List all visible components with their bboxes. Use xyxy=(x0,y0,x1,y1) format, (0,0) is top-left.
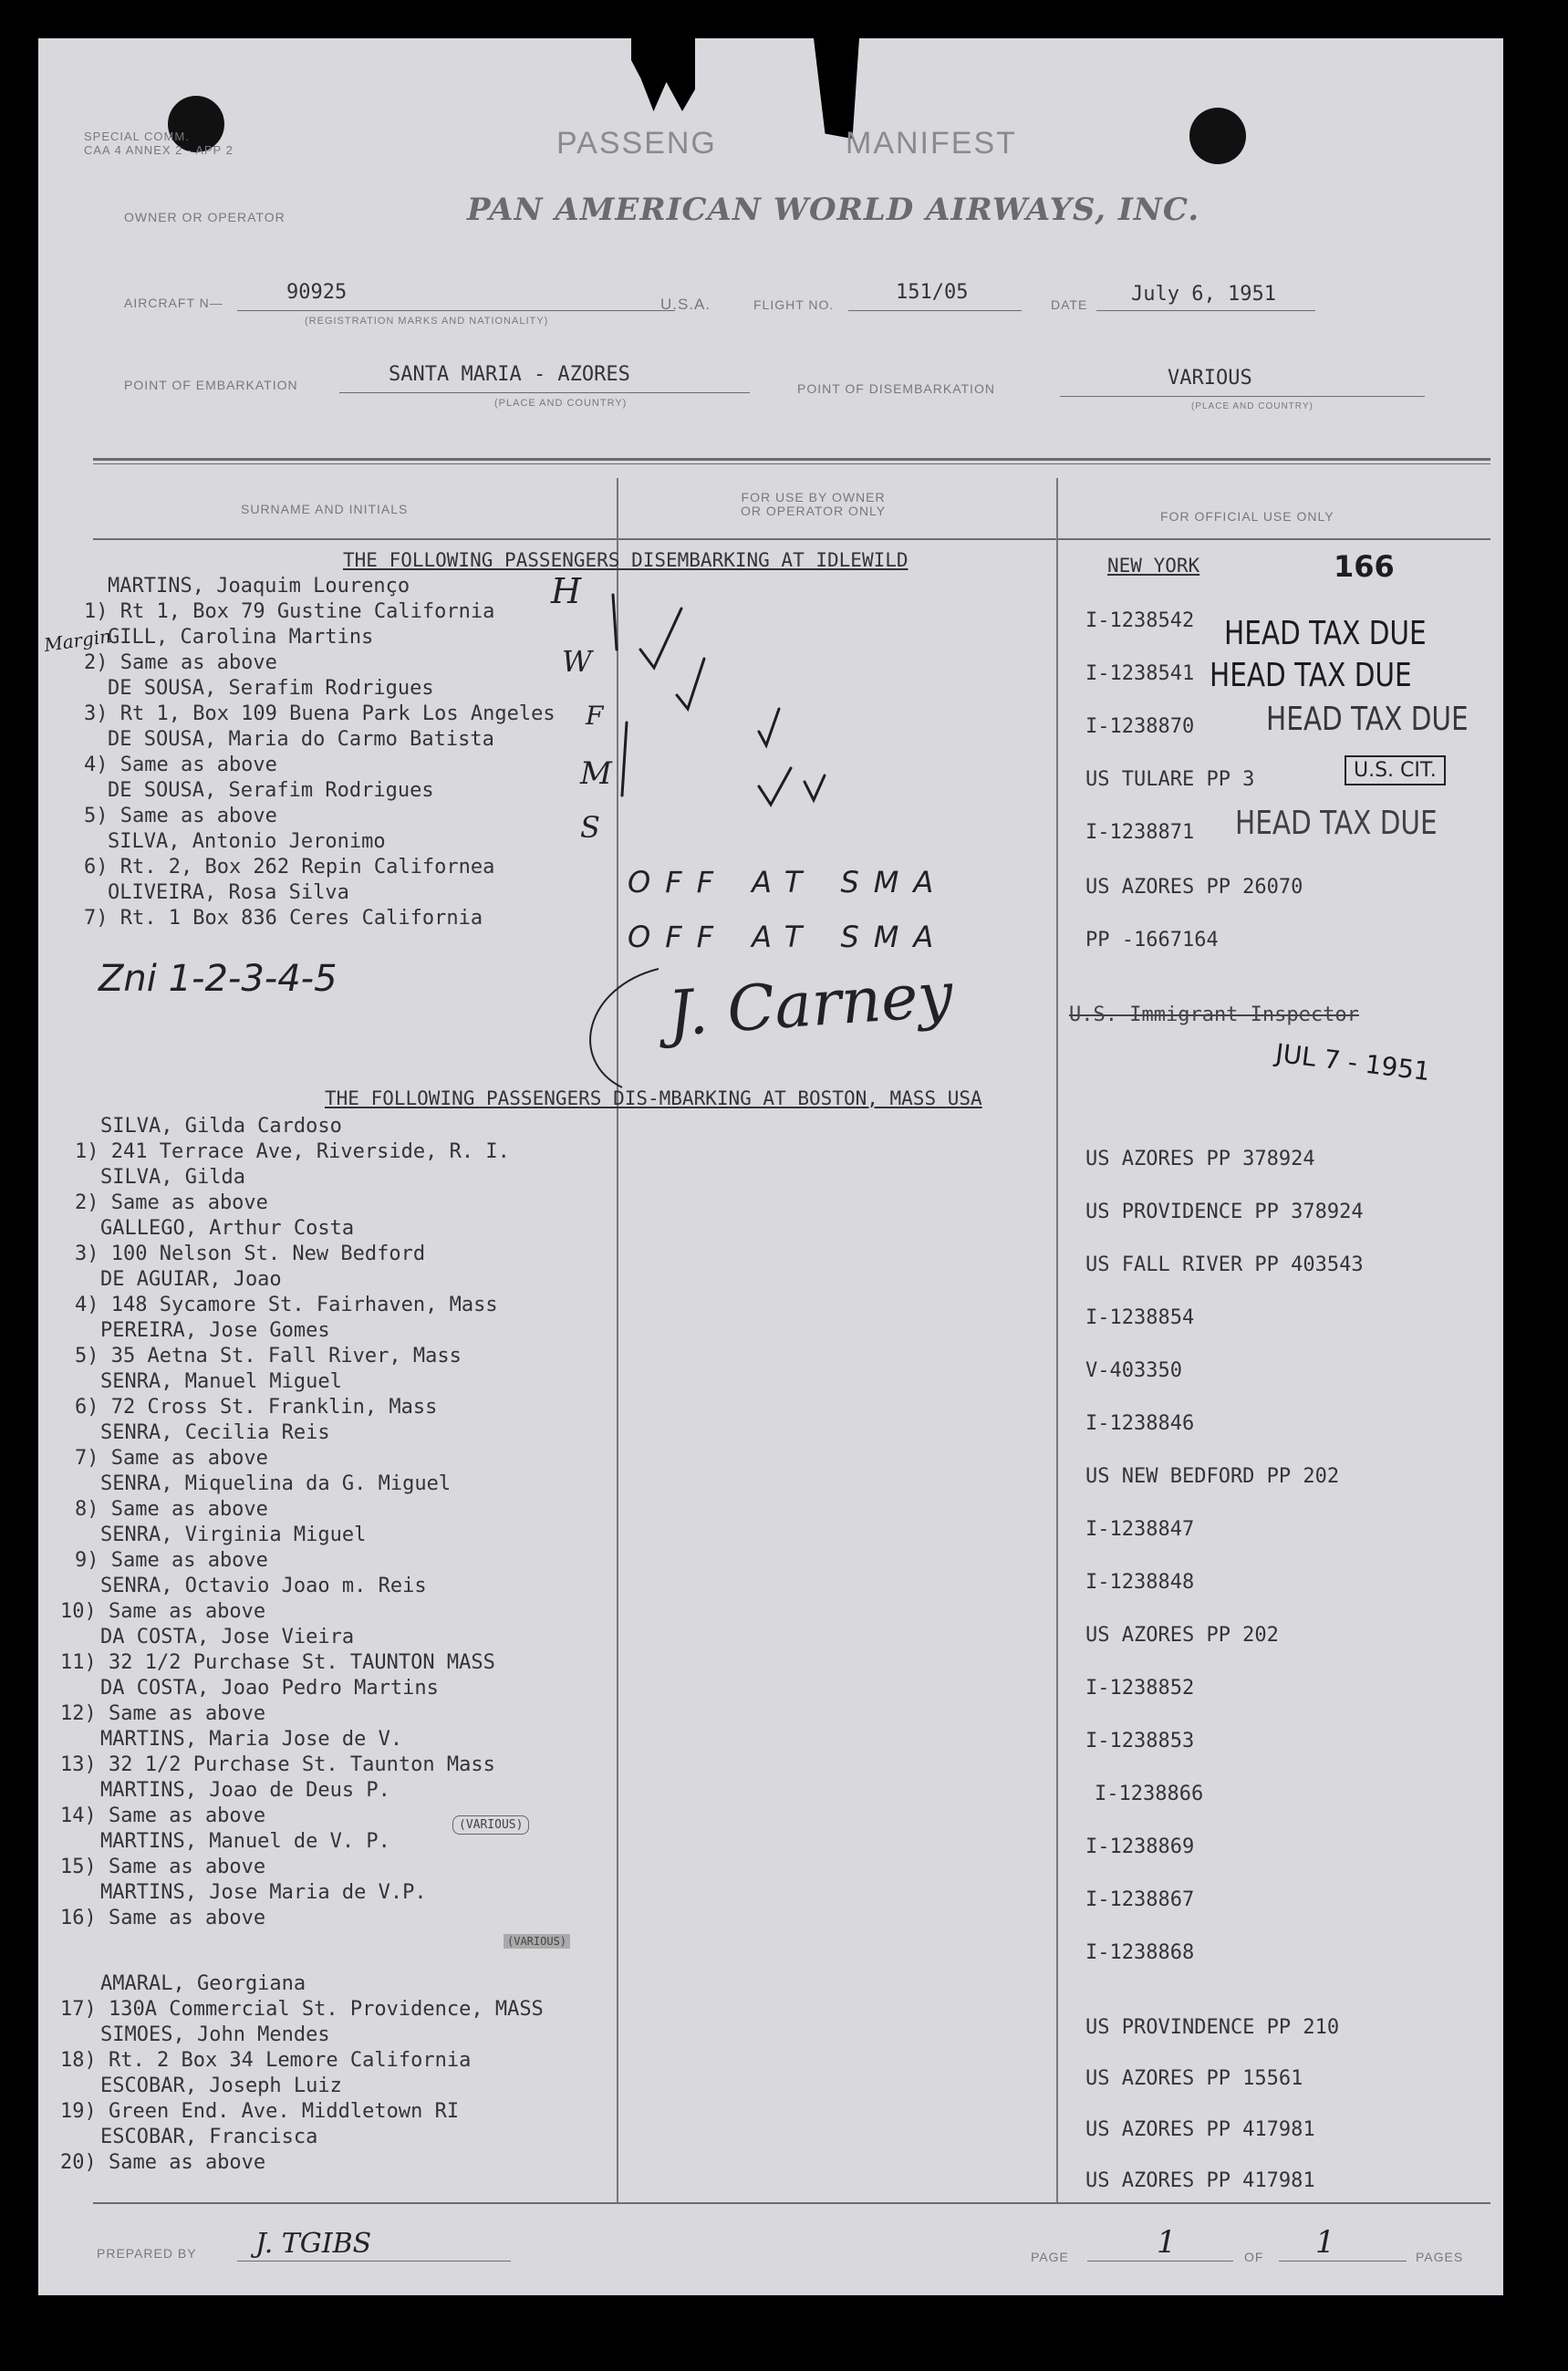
of-label: OF xyxy=(1244,2250,1264,2264)
official-number: I-1238542 xyxy=(1085,609,1195,632)
date-label: DATE xyxy=(1051,297,1088,312)
passenger-name: DE AGUIAR, Joao xyxy=(100,1268,282,1291)
punch-hole-right xyxy=(1189,108,1246,164)
passenger-name: MARTINS, Joao de Deus P. xyxy=(100,1779,390,1802)
head-tax-stamp: HEAD TAX DUE xyxy=(1266,701,1469,738)
passenger-address: 3) 100 Nelson St. New Bedford xyxy=(75,1243,426,1265)
section2-heading: THE FOLLOWING PASSENGERS DIS-MBARKING AT BOSTON, MASS USA xyxy=(325,1087,982,1109)
passenger-address: 18) Rt. 2 Box 34 Lemore California xyxy=(60,2049,472,2072)
official-number: I-1238871 xyxy=(1085,821,1195,844)
official-number: I-1238867 xyxy=(1085,1888,1195,1911)
passenger-name: SENRA, Miquelina da G. Miguel xyxy=(100,1472,452,1495)
hand-letter: F xyxy=(586,701,604,731)
paper-tear xyxy=(631,38,695,111)
inspector-title: U.S. Immigrant Inspector xyxy=(1069,1004,1359,1026)
passenger-name: SILVA, Gilda xyxy=(100,1166,245,1189)
passenger-name: DA COSTA, Joao Pedro Martins xyxy=(100,1677,439,1700)
official-number: I-1238869 xyxy=(1085,1835,1195,1858)
passenger-name: ESCOBAR, Francisca xyxy=(100,2126,318,2148)
manifest-title-right: MANIFEST xyxy=(846,126,1017,161)
section1-heading: THE FOLLOWING PASSENGERS DISEMBARKING AT IDLEWILD xyxy=(343,549,909,571)
passenger-address: 1) Rt 1, Box 79 Gustine California xyxy=(84,600,495,623)
passenger-address: 4) 148 Sycamore St. Fairhaven, Mass xyxy=(75,1294,498,1316)
passenger-address: 5) Same as above xyxy=(84,805,277,827)
official-number: V-403350 xyxy=(1085,1359,1182,1382)
official-number: US AZORES PP 417981 xyxy=(1085,2169,1315,2192)
page-number: 1 xyxy=(1157,2224,1177,2261)
passenger-name: SIMOES, John Mendes xyxy=(100,2023,330,2046)
official-number: I-1238846 xyxy=(1085,1412,1195,1435)
hand-check-marks xyxy=(586,586,841,841)
official-number: US NEW BEDFORD PP 202 xyxy=(1085,1465,1340,1488)
nationality: U.S.A. xyxy=(660,296,711,313)
flight-line xyxy=(848,310,1022,311)
hand-letter: W xyxy=(562,644,592,679)
passenger-address: 20) Same as above xyxy=(60,2151,266,2174)
bracket-note-2: (VARIOUS) xyxy=(504,1934,570,1949)
owner-label: OWNER OR OPERATOR xyxy=(124,210,286,224)
passenger-address: 6) 72 Cross St. Franklin, Mass xyxy=(75,1396,438,1419)
official-number: I-1238868 xyxy=(1085,1941,1195,1964)
passenger-name: SILVA, Gilda Cardoso xyxy=(100,1115,342,1138)
passenger-address: 3) Rt 1, Box 109 Buena Park Los Angeles xyxy=(84,702,556,725)
page-label: PAGE xyxy=(1031,2250,1069,2264)
prepared-label: PREPARED BY xyxy=(97,2246,197,2261)
passenger-name: GILL, Carolina Martins xyxy=(108,626,374,649)
official-number: US PROVINDENCE PP 210 xyxy=(1085,2016,1340,2039)
aircraft-label: AIRCRAFT N— xyxy=(124,296,223,310)
passenger-name: DE SOUSA, Serafim Rodrigues xyxy=(108,779,434,802)
page-number-stamp: 166 xyxy=(1334,549,1395,584)
disembark-value: VARIOUS xyxy=(1168,367,1252,390)
passenger-name: ESCOBAR, Joseph Luiz xyxy=(100,2075,342,2097)
us-citizen-stamp: U.S. CIT. xyxy=(1345,755,1446,785)
col-header-official: FOR OFFICIAL USE ONLY xyxy=(1160,509,1334,524)
table-top-rule xyxy=(93,458,1490,461)
passenger-name: MARTINS, Maria Jose de V. xyxy=(100,1728,403,1751)
aircraft-line xyxy=(237,310,675,311)
passenger-name: MARTINS, Joaquim Lourenço xyxy=(108,575,410,598)
passenger-name: MARTINS, Jose Maria de V.P. xyxy=(100,1881,427,1904)
official-number: US PROVIDENCE PP 378924 xyxy=(1085,1201,1364,1223)
passenger-name: DE SOUSA, Serafim Rodrigues xyxy=(108,677,434,700)
passenger-name: SENRA, Octavio Joao m. Reis xyxy=(100,1575,427,1597)
head-tax-stamp: HEAD TAX DUE xyxy=(1224,615,1427,652)
official-number: I-1238847 xyxy=(1085,1518,1195,1541)
tally-note: Zni 1-2-3-4-5 xyxy=(99,958,337,1000)
section1-heading-right: NEW YORK xyxy=(1107,555,1200,577)
passenger-address: 15) Same as above xyxy=(60,1856,266,1878)
passenger-address: 2) Same as above xyxy=(75,1191,268,1214)
manifest-title-left: PASSENG xyxy=(556,126,717,161)
hand-letter: M xyxy=(580,755,612,792)
passenger-name: SENRA, Virginia Miguel xyxy=(100,1523,367,1546)
flight-number: 151/05 xyxy=(896,281,969,304)
official-number: US FALL RIVER PP 403543 xyxy=(1085,1253,1364,1276)
table-bottom-rule xyxy=(93,2202,1490,2204)
passenger-name: DA COSTA, Jose Vieira xyxy=(100,1626,355,1648)
col-divider-2 xyxy=(1056,478,1058,2202)
passenger-address: 2) Same as above xyxy=(84,651,277,674)
disembark-line xyxy=(1060,396,1425,397)
official-number: I-1238866 xyxy=(1095,1783,1204,1805)
passenger-address: 5) 35 Aetna St. Fall River, Mass xyxy=(75,1345,462,1367)
embark-line xyxy=(339,392,750,393)
passenger-name: MARTINS, Manuel de V. P. xyxy=(100,1830,390,1853)
bracket-note: (VARIOUS) xyxy=(452,1815,529,1835)
prepared-by: J. TGIBS xyxy=(255,2228,372,2260)
inspector-signature: J. Carney xyxy=(665,959,956,1051)
passenger-address: 16) Same as above xyxy=(60,1907,266,1929)
passenger-address: 7) Same as above xyxy=(75,1447,268,1470)
table-top-rule-2 xyxy=(93,463,1490,464)
official-number: US TULARE PP 3 xyxy=(1085,768,1255,791)
passenger-address: 1) 241 Terrace Ave, Riverside, R. I. xyxy=(75,1140,510,1163)
official-number: I-1238870 xyxy=(1085,715,1195,738)
passenger-name: SENRA, Manuel Miguel xyxy=(100,1370,342,1393)
registration-caption: (REGISTRATION MARKS AND NATIONALITY) xyxy=(305,316,549,327)
official-number: I-1238853 xyxy=(1085,1730,1195,1752)
passenger-address: 4) Same as above xyxy=(84,754,277,776)
official-number: US AZORES PP 202 xyxy=(1085,1624,1279,1647)
passenger-address: 13) 32 1/2 Purchase St. Taunton Mass xyxy=(60,1753,495,1776)
of-line xyxy=(1279,2261,1407,2262)
passenger-address: 14) Same as above xyxy=(60,1804,266,1827)
embark-value: SANTA MARIA - AZORES xyxy=(389,363,630,386)
disembark-label: POINT OF DISEMBARKATION xyxy=(797,381,995,396)
prepared-line xyxy=(237,2261,511,2262)
page-line xyxy=(1087,2261,1233,2262)
passenger-address: 12) Same as above xyxy=(60,1702,266,1725)
flight-date: July 6, 1951 xyxy=(1131,283,1276,306)
passenger-name: OLIVEIRA, Rosa Silva xyxy=(108,881,349,904)
col-header-surname: SURNAME AND INITIALS xyxy=(241,502,409,516)
official-number: US AZORES PP 15561 xyxy=(1085,2067,1303,2090)
date-line xyxy=(1096,310,1315,311)
aircraft-number: 90925 xyxy=(286,281,348,304)
official-number: I-1238541 xyxy=(1085,662,1195,685)
table-header-rule xyxy=(93,538,1490,540)
paper-tear-2 xyxy=(814,38,859,139)
official-number: US AZORES PP 26070 xyxy=(1085,876,1303,899)
official-number: I-1238854 xyxy=(1085,1306,1195,1329)
embark-caption: (PLACE AND COUNTRY) xyxy=(494,398,628,409)
owner-name: PAN AMERICAN WORLD AIRWAYS, INC. xyxy=(467,192,1200,228)
passenger-address: 8) Same as above xyxy=(75,1498,268,1521)
passenger-address: 19) Green End. Ave. Middletown RI xyxy=(60,2100,460,2123)
pages-total: 1 xyxy=(1315,2224,1335,2261)
passenger-name: GALLEGO, Arthur Costa xyxy=(100,1217,355,1240)
passenger-address: 11) 32 1/2 Purchase St. TAUNTON MASS xyxy=(60,1651,495,1674)
official-number: PP -1667164 xyxy=(1085,929,1219,952)
official-number: US AZORES PP 417981 xyxy=(1085,2118,1315,2141)
date-stamp: JUL 7 - 1951 xyxy=(1273,1037,1432,1087)
passenger-address: 7) Rt. 1 Box 836 Ceres California xyxy=(84,907,483,930)
col-header-owner: FOR USE BY OWNER OR OPERATOR ONLY xyxy=(741,490,887,518)
off-note-1: OFF AT SMA xyxy=(628,865,949,900)
hand-letter: S xyxy=(580,810,600,845)
off-note-2: OFF AT SMA xyxy=(628,920,949,954)
passenger-address: 6) Rt. 2, Box 262 Repin Californea xyxy=(84,856,495,879)
official-number: US AZORES PP 378924 xyxy=(1085,1148,1315,1170)
passenger-name: DE SOUSA, Maria do Carmo Batista xyxy=(108,728,494,751)
passenger-address: 9) Same as above xyxy=(75,1549,268,1572)
passenger-address: 10) Same as above xyxy=(60,1600,266,1623)
official-number: I-1238848 xyxy=(1085,1571,1195,1594)
flight-label: FLIGHT NO. xyxy=(753,297,835,312)
head-tax-stamp: HEAD TAX DUE xyxy=(1235,805,1438,842)
passenger-name: SILVA, Antonio Jeronimo xyxy=(108,830,386,853)
passenger-name: AMARAL, Georgiana xyxy=(100,1972,306,1995)
disembark-caption: (PLACE AND COUNTRY) xyxy=(1191,401,1314,411)
head-tax-stamp: HEAD TAX DUE xyxy=(1210,657,1412,694)
margin-note: Margin xyxy=(42,624,113,657)
manifest-sheet xyxy=(38,38,1503,2295)
passenger-name: SENRA, Cecilia Reis xyxy=(100,1421,330,1444)
passenger-address: 17) 130A Commercial St. Providence, MASS xyxy=(60,1998,544,2021)
pages-label: PAGES xyxy=(1416,2250,1464,2264)
hand-letter: H xyxy=(551,571,582,611)
form-reference: SPECIAL COMM. CAA 4 ANNEX 2 - APP 2 xyxy=(84,130,234,157)
passenger-name: PEREIRA, Jose Gomes xyxy=(100,1319,330,1342)
official-number: I-1238852 xyxy=(1085,1677,1195,1700)
embark-label: POINT OF EMBARKATION xyxy=(124,378,298,392)
signature-flourish xyxy=(549,951,695,1097)
